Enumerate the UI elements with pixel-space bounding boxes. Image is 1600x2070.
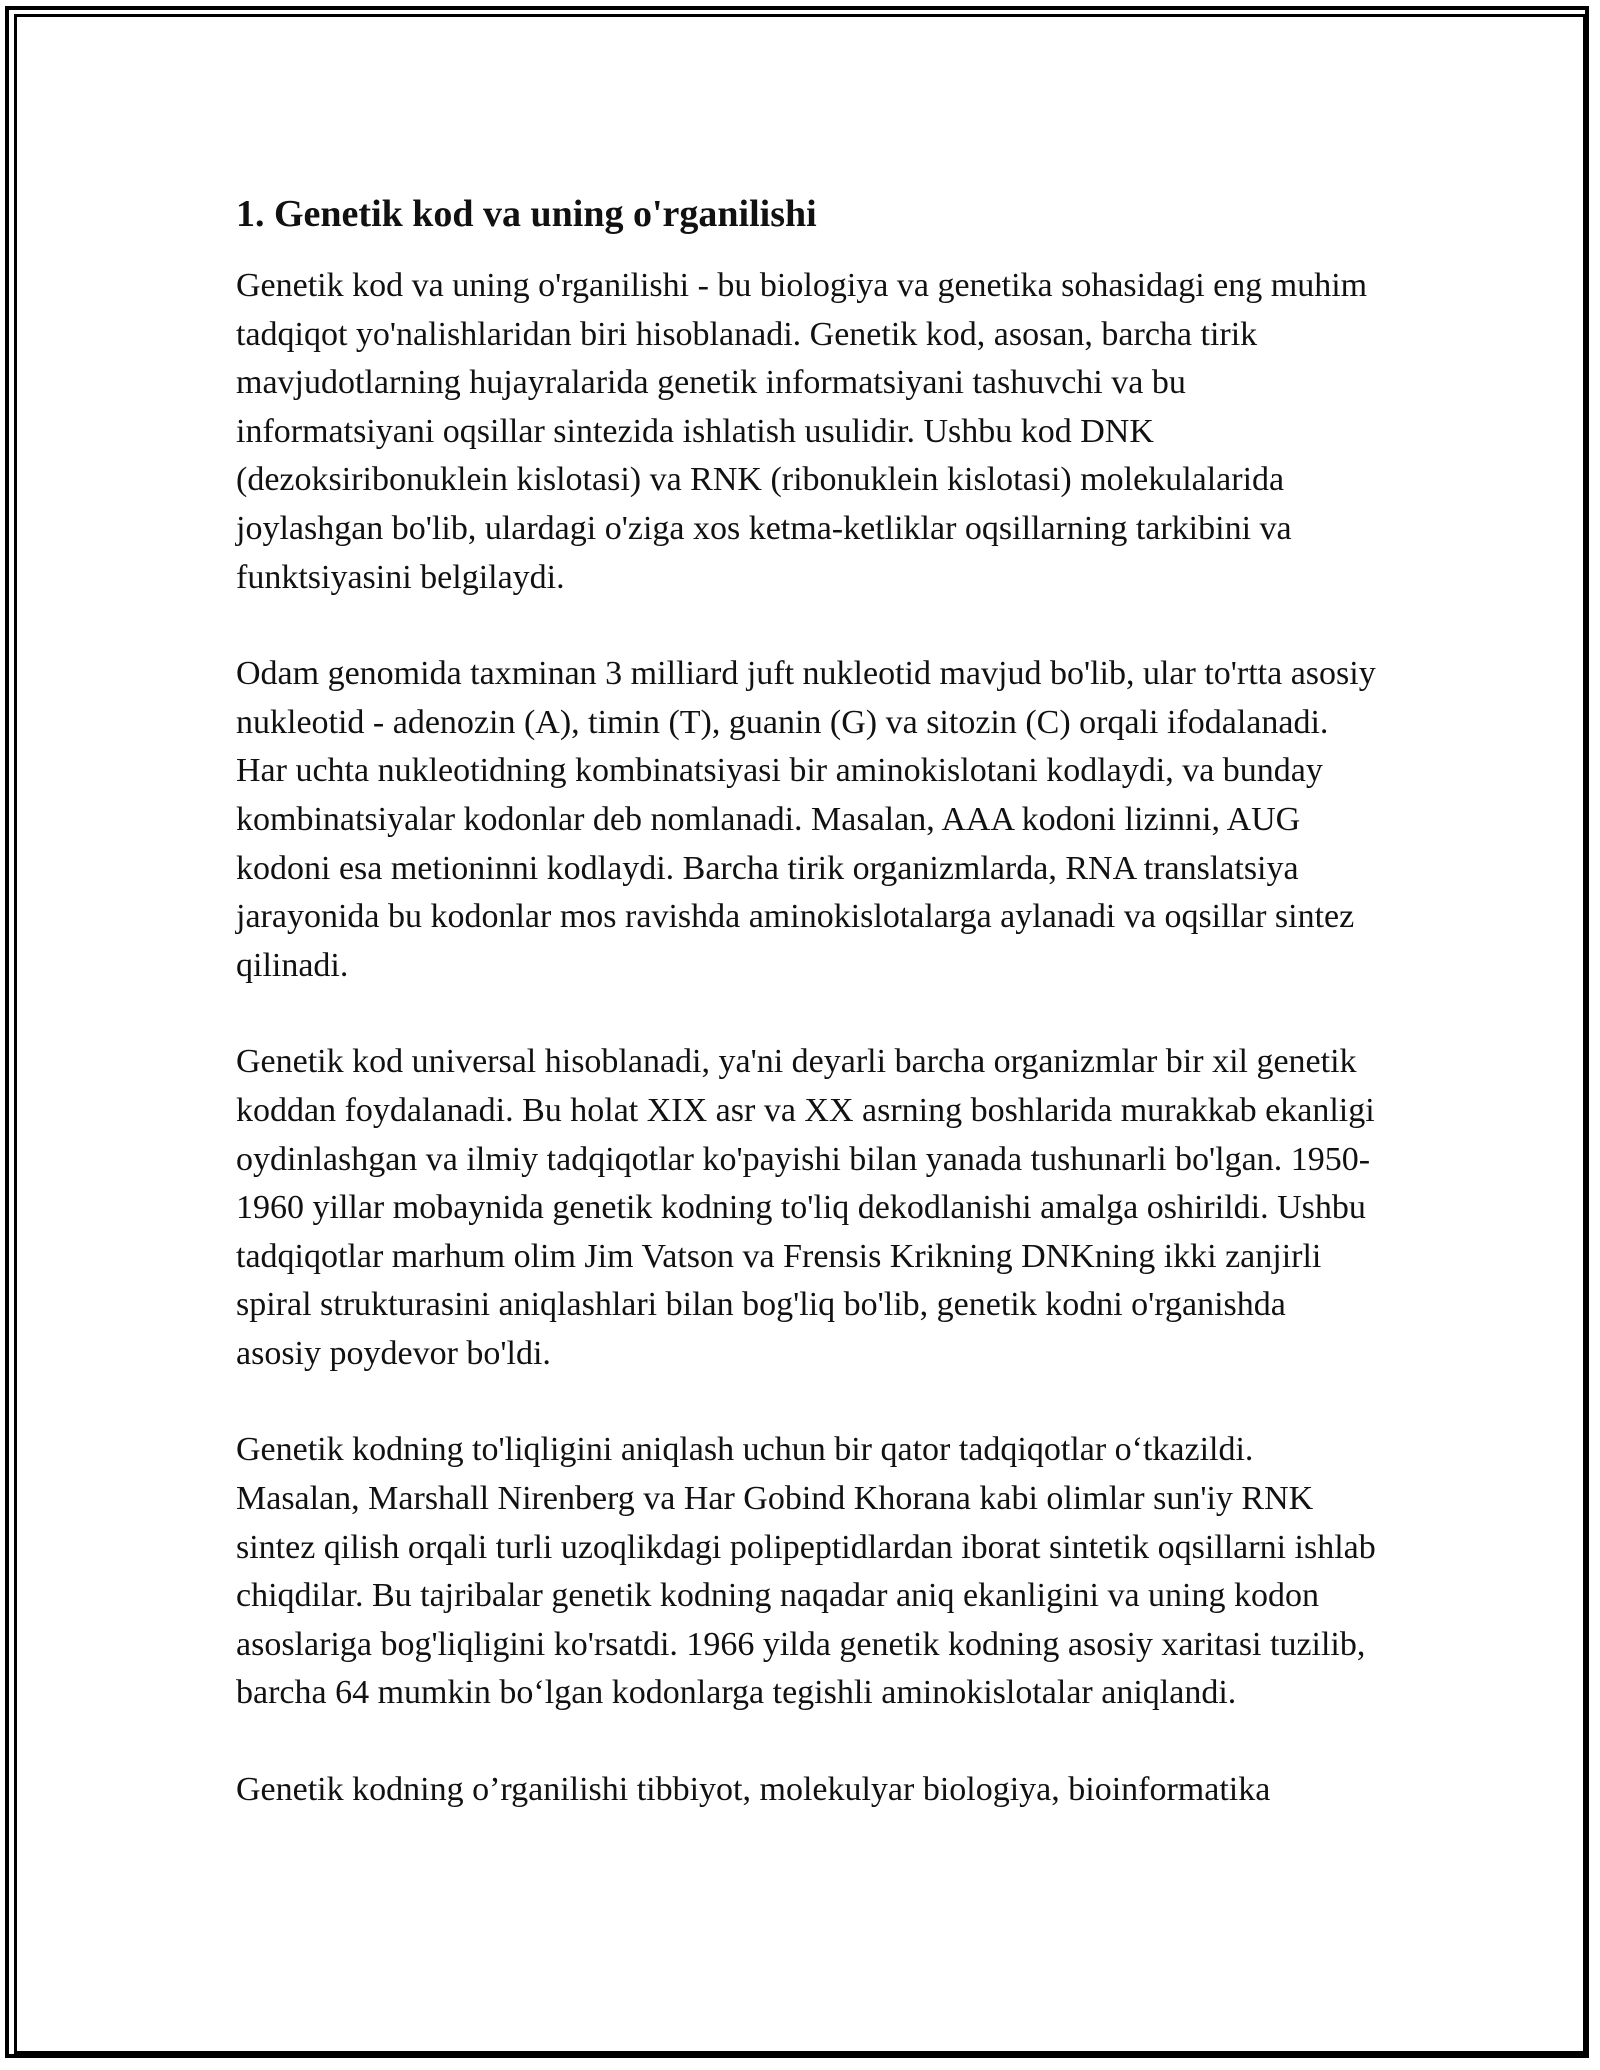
paragraph-3: Genetik kod universal hisoblanadi, ya'ni deyarli barcha organizmlar bir xil genetik koddan foydalanadi. Bu holat XIX asr va XX asrning boshlarida murakkab ekanligi oydinlashgan va ilmiy tadqiqotlar ko'payishi bilan yanada tushunarli bo'lgan. 1950-1960 yillar mobaynida genetik kodning to'liq dekodlanishi amalga oshirildi. Ushbu tadqiqotlar marhum olim Jim Vatson va Frensis Krikning DNKning ikki zanjirli spiral strukturasini aniqlashlari bilan bog'liq bo'lib, genetik kodni o'rganishda asosiy poydevor bo'ldi. bbox=[236, 1043, 1375, 1372]
section-heading: 1. Genetik kod va uning o'rganilishi bbox=[236, 193, 817, 235]
paragraph-2: Odam genomida taxminan 3 milliard juft nukleotid mavjud bo'lib, ular to'rtta asosiy nukleotid - adenozin (A), timin (T), guanin (G) va sitozin (C) orqali ifodalanadi. Har uchta nukleotidning kombinatsiyasi bir aminokislotani kodlaydi, va bunday kombinatsiyalar kodonlar deb nomlanadi. Masalan, AAA kodoni lizinni, AUG kodoni esa metioninni kodlaydi. Barcha tirik organizmlarda, RNA translatsiya jarayonida bu kodonlar mos ravishda aminokislotalarga aylanadi va oqsillar sintez qilinadi. bbox=[236, 655, 1376, 984]
paragraph-1: Genetik kod va uning o'rganilishi - bu biologiya va genetika sohasidagi eng muhim tadqiqot yo'nalishlaridan biri hisoblanadi. Genetik kod, asosan, barcha tirik mavjudotlarning hujayralarida genetik informatsiyani tashuvchi va bu informatsiyani oqsillar sintezida ishlatish usulidir. Ushbu kod DNK (dezoksiribonuklein kislotasi) va RNK (ribonuklein kislotasi) molekulalarida joylashgan bo'lib, ulardagi o'ziga xos ketma-ketliklar oqsillarning tarkibini va funktsiyasini belgilaydi. bbox=[236, 267, 1368, 596]
paragraph-4: Genetik kodning to'liqligini aniqlash uchun bir qator tadqiqotlar o‘tkazildi. Masalan, Marshall Nirenberg va Har Gobind Khorana kabi olimlar sun'iy RNK sintez qilish orqali turli uzoqlikdagi polipeptidlardan iborat sintetik oqsillarni ishlab chiqdilar. Bu tajribalar genetik kodning naqadar aniq ekanligini va uning kodon asoslariga bog'liqligini ko'rsatdi. 1966 yilda genetik kodning asosiy xaritasi tuzilib, barcha 64 mumkin bo‘lgan kodonlarga tegishli aminokislotalar aniqlandi. bbox=[236, 1431, 1376, 1712]
paragraph-5: Genetik kodning o’rganilishi tibbiyot, molekulyar biologiya, bioinformatika bbox=[236, 1771, 1271, 1809]
document-body bbox=[236, 188, 1376, 1863]
